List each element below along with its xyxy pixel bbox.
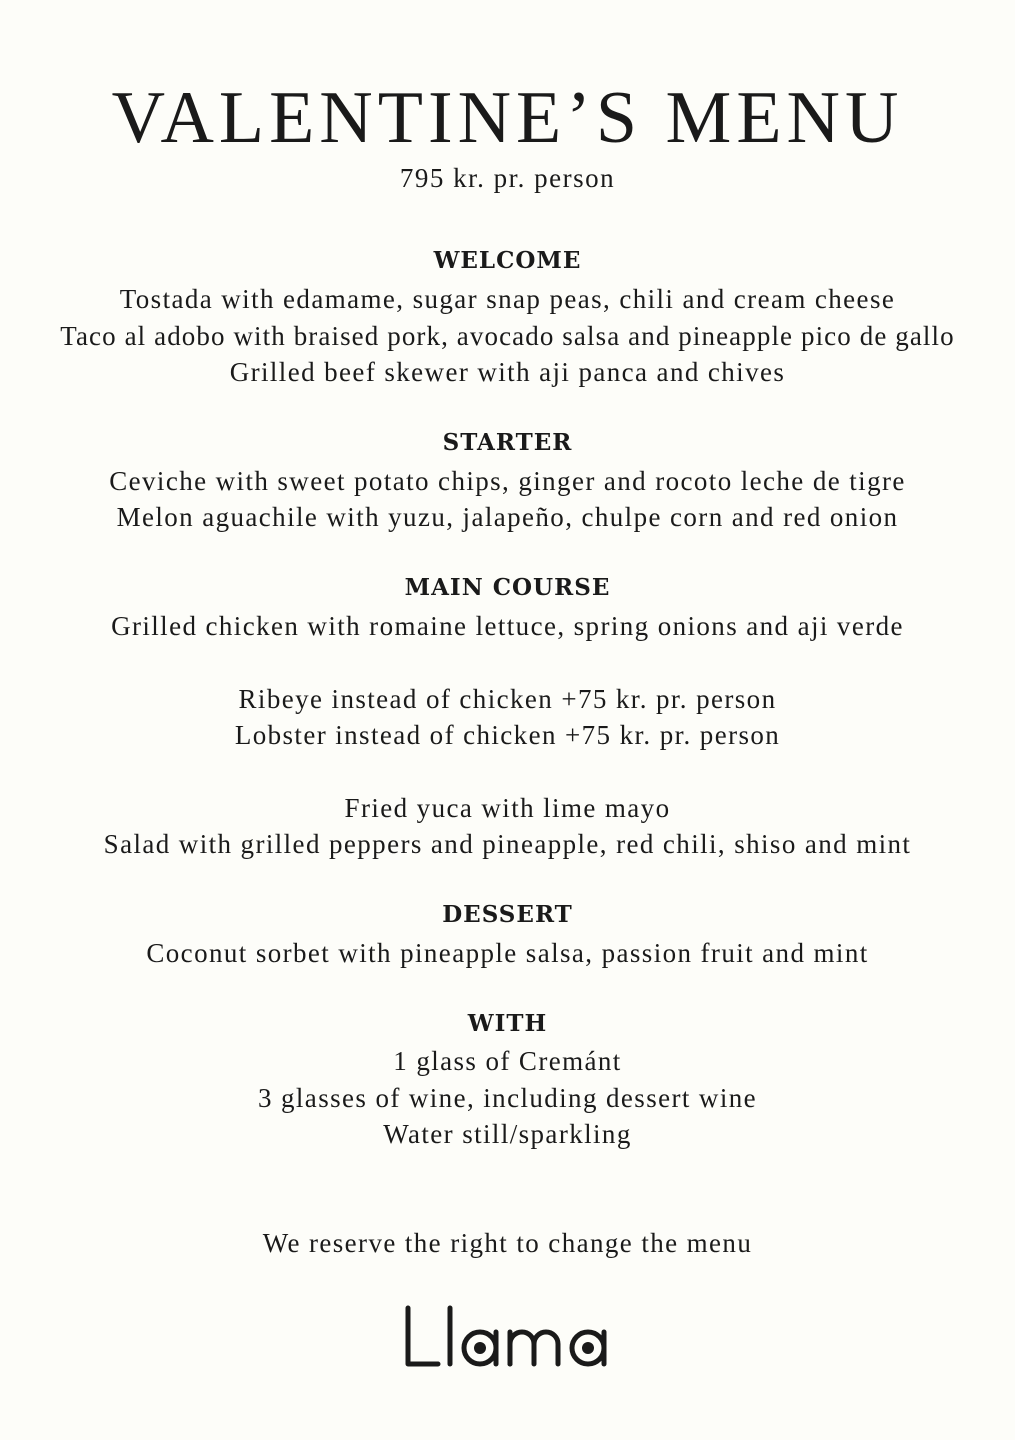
menu-side: Fried yuca with lime mayo — [344, 793, 671, 823]
menu-item: 1 glass of Cremánt — [393, 1046, 622, 1076]
menu-item: Tostada with edamame, sugar snap peas, chili and cream cheese — [119, 284, 896, 314]
menu-price: 795 kr. pr. person — [399, 163, 616, 193]
menu-item: Melon aguachile with yuzu, jalapeño, chulpe corn and red onion — [116, 502, 899, 532]
menu-side: Salad with grilled peppers and pineapple, red chili, shiso and mint — [103, 829, 912, 859]
llama-logo-icon — [398, 1302, 618, 1374]
section-heading-dessert: DESSERT — [442, 901, 573, 928]
menu-item: Ceviche with sweet potato chips, ginger and rocoto leche de tigre — [109, 466, 906, 496]
menu-title: VALENTINE’S MENU — [111, 77, 904, 159]
menu-item: Grilled beef skewer with aji panca and chives — [229, 357, 786, 387]
section-heading-main-course: MAIN COURSE — [404, 574, 611, 601]
menu-item: Water still/sparkling — [383, 1119, 632, 1149]
menu-item: Coconut sorbet with pineapple salsa, passion fruit and mint — [146, 938, 869, 968]
menu-item: Taco al adobo with braised pork, avocado salsa and pineapple pico de gallo — [60, 321, 955, 351]
menu-disclaimer: We reserve the right to change the menu — [262, 1228, 753, 1258]
section-heading-starter: STARTER — [442, 429, 573, 456]
menu-upgrade: Ribeye instead of chicken +75 kr. pr. person — [238, 684, 777, 714]
menu-item: 3 glasses of wine, including dessert wine — [257, 1083, 758, 1113]
llama-logo — [0, 1302, 1015, 1382]
section-heading-with: WITH — [467, 1010, 548, 1037]
menu-upgrade: Lobster instead of chicken +75 kr. pr. person — [234, 720, 781, 750]
menu-item: Grilled chicken with romaine lettuce, spring onions and aji verde — [111, 611, 904, 641]
section-heading-welcome: WELCOME — [433, 247, 582, 274]
